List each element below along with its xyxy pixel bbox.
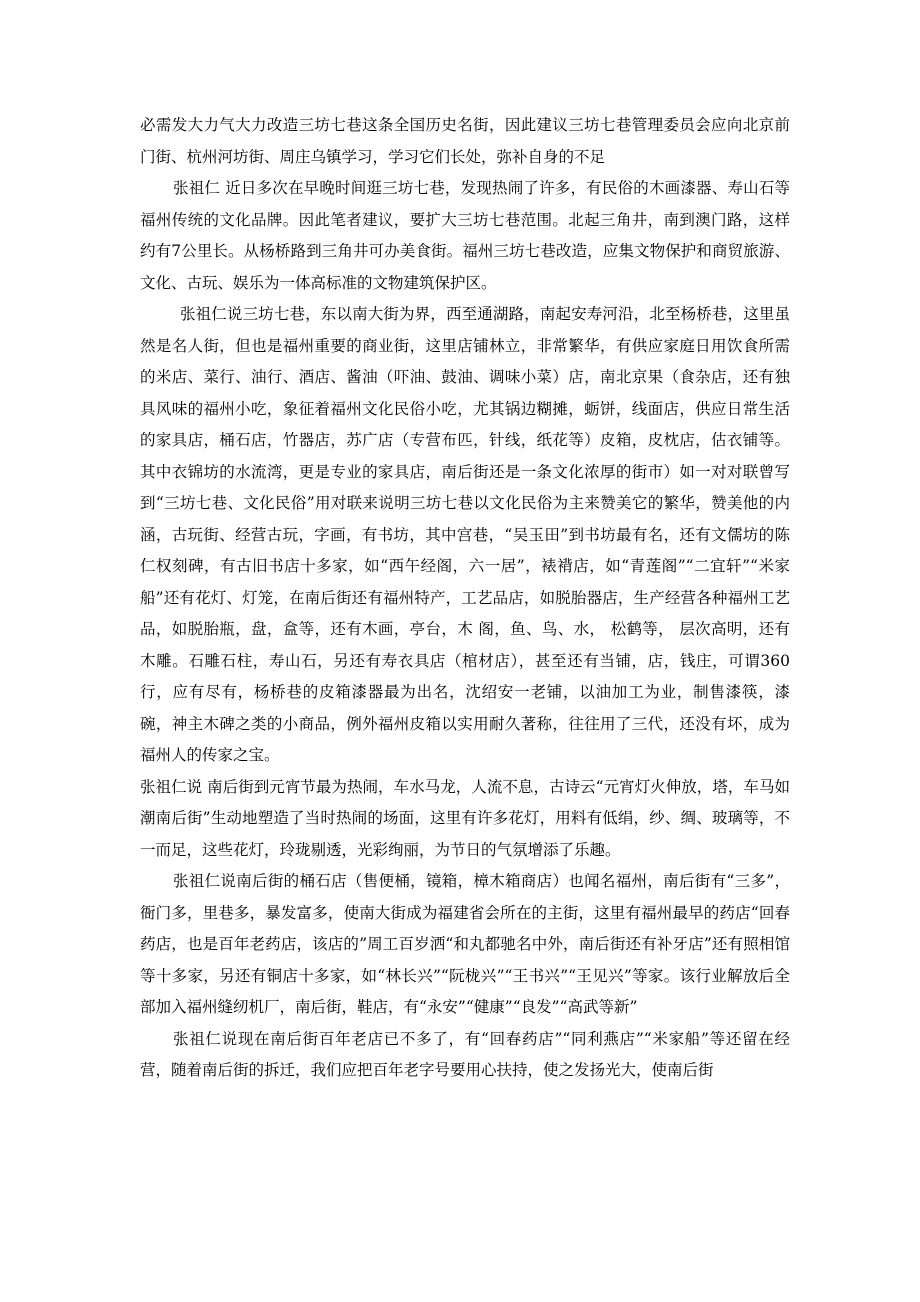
document-page (140, 110, 790, 1087)
paragraph-1: 必需发大力气大力改造三坊七巷这条全国历史名街，因此建议三坊七巷管理委员会应向北京前门街、杭州河坊街、周庄乌镇学习，学习它们长处，弥补自身的不足 (140, 116, 790, 166)
paragraph-4: 张祖仁说 南后街到元宵节最为热闹，车水马龙，人流不息，古诗云“元宵灯火伸放，塔，车马如潮南后街”生动地塑造了当时热闹的场面，这里有许多花灯，用料有低绢，纱、绸、玻璃等，不一而足，这些花灯，玲珑剔透，光彩绚丽，为节日的气氛增添了乐趣。 (140, 777, 790, 859)
paragraph-5: 张祖仁说南后街的桶石店（售便桶，镜箱，樟木箱商店）也闻名福州，南后街有“三多”，衙门多，里巷多，暴发富多，使南大街成为福建省会所在的主街，这里有福州最早的药店“回春药店，也是百年老药店，该店的”周工百岁洒“和丸都驰名中外，南后街还有补牙店”还有照相馆等十多家，另还有铜店十多家，如“林长兴”“阮栊兴”“王书兴”“王见兴”等家。该行业解放后全部加入福州缝纫机厂，南后街，鞋店，有“永安”“健康”“良发”“高武等新” (140, 872, 790, 1016)
paragraph-6: 张祖仁说现在南后街百年老店已不多了，有“回春药店”“同利燕店”“米家船”等还留在经营，随着南后街的拆迁，我们应把百年老字号要用心扶持，使之发扬光大，使南后街 (140, 1029, 790, 1079)
paragraph-3: 张祖仁说三坊七巷，东以南大街为界，西至通湖路，南起安寿河沿，北至杨桥巷，这里虽然是名人街，但也是福州重要的商业街，这里店铺林立，非常繁华，有供应家庭日用饮食所需的米店、菜行、油行、酒店、酱油（吓油、鼓油、调味小菜）店，南北京果（食杂店，还有独具风味的福州小吃，象征着福州文化民俗小吃，尤其锅边糊摊，蛎饼，线面店，供应日常生活的家具店，桶石店，竹器店，苏广店（专营布匹，针线，纸花等）皮箱，皮枕店，估衣铺等。其中衣锦坊的水流湾，更是专业的家具店，南后街还是一条文化浓厚的街市）如一对对联曾写到“三坊七巷、文化民俗”用对联来说明三坊七巷以文化民俗为主来赞美它的繁华，赞美他的内涵，古玩街、经营古玩，字画，有书坊，其中宫巷，“吴玉田”到书坊最有名，还有文儒坊的陈仁权刻碑，有古旧书店十多家，如“西午经阁，六一居”，裱褙店，如“青莲阁”“二宜轩”“米家船”还有花灯、灯笼，在南后街还有福州特产，工艺品店，如脱胎器店，生产经营各种福州工艺品，如脱胎瓶，盘，盒等，还有木画，亭台，木 阁，鱼、鸟、水， 松鹤等， 层次高明，还有木雕。石雕石柱，寿山石，另还有寿衣具店（棺材店），甚至还有当铺，店，钱庄，可谓360行，应有尽有，杨桥巷的皮箱漆器最为出名，沈绍安一老铺，以油加工为业，制售漆筷，漆碗，神主木碑之类的小商品，例外福州皮箱以实用耐久著称，往往用了三代，还没有坏，成为福州人的传家之宝。 (140, 305, 790, 764)
paragraph-2: 张祖仁 近日多次在早晚时间逛三坊七巷，发现热闹了许多，有民俗的木画漆器、寿山石等福州传统的文化品牌。因此笔者建议，要扩大三坊七巷范围。北起三角井，南到澳门路，这样约有7公里长。从杨桥路到三角井可办美食街。福州三坊七巷改造，应集文物保护和商贸旅游、文化、古玩、娱乐为一体高标准的文物建筑保护区。 (140, 179, 790, 292)
